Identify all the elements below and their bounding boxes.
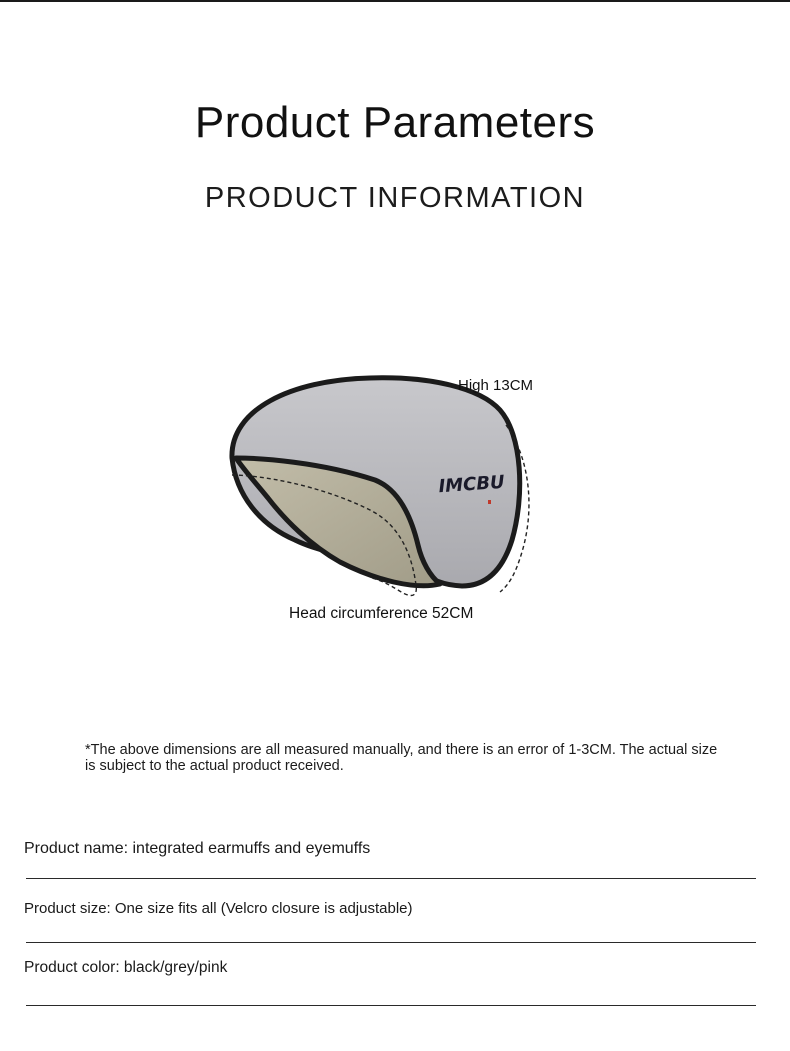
top-divider <box>0 0 790 2</box>
page-title: Product Parameters <box>194 98 596 147</box>
logo-accent-mark <box>488 500 491 504</box>
measurement-note: *The above dimensions are all measured manually, and there is an error of 1-3CM. The actual size is subject to the actual product received. <box>85 742 718 774</box>
param-row-size <box>24 900 756 917</box>
param-divider <box>26 942 756 943</box>
param-row-name <box>24 840 756 858</box>
param-row-color <box>24 959 756 977</box>
param-divider <box>26 878 756 879</box>
product-color-text: Product color: black/grey/pink <box>24 959 228 976</box>
product-name-text: Product name: integrated earmuffs and eyemuffs <box>24 840 371 857</box>
circumference-label: Head circumference 52CM <box>289 605 474 622</box>
height-label: High 13CM <box>458 377 534 394</box>
param-divider <box>26 1005 756 1006</box>
product-size-text: Product size: One size fits all (Velcro closure is adjustable) <box>24 900 413 917</box>
earmuff-product-image <box>200 340 600 660</box>
page-subtitle: PRODUCT INFORMATION <box>204 182 586 214</box>
brand-logo: IMCBU <box>437 471 506 498</box>
